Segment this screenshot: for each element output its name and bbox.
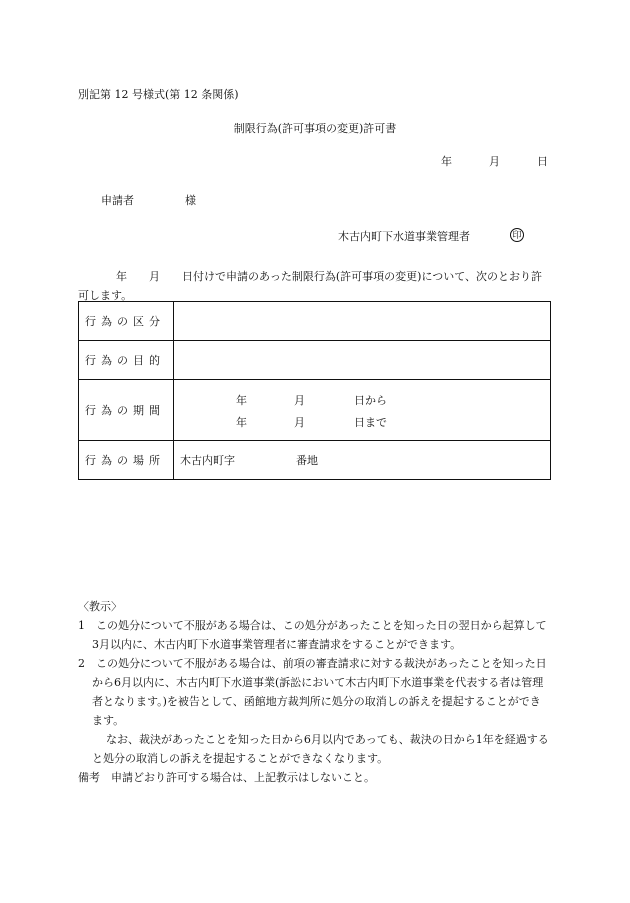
applicant-line	[101, 194, 196, 208]
period-from-suffix: 日から	[354, 394, 387, 407]
applicant-label: 申請者	[101, 194, 134, 207]
issue-date	[441, 155, 548, 169]
permit-table	[78, 301, 551, 480]
date-year: 年	[441, 155, 452, 168]
table-row	[79, 441, 551, 480]
row-label-category: 行為の区分	[79, 302, 174, 341]
value-place	[174, 441, 551, 480]
notice-heading: 〈教示〉	[78, 600, 122, 613]
period-from-month: 月	[294, 394, 305, 407]
notice-item-2-continued: なお、裁決があったことを知った日から6月以内であっても、裁決の日から1年を経過すると処分の取消しの訴えを提起することができなくなります。	[92, 733, 549, 765]
remark: 備考 申請どおり許可する場合は、上記教示はしないこと。	[78, 771, 375, 784]
table-row	[79, 341, 551, 380]
notice-section	[78, 597, 550, 787]
place-suffix: 番地	[296, 454, 318, 467]
place-prefix: 木古内町字	[180, 454, 235, 467]
row-label-period: 行為の期間	[79, 380, 174, 441]
table-row	[79, 302, 551, 341]
notice-item-1: 1 この処分について不服がある場合は、この処分があったことを知った日の翌日から起算して3月以内に、木古内町下水道事業管理者に審査請求をすることができます。	[78, 619, 547, 651]
form-number: 別記第 12 号様式(第 12 条関係)	[78, 88, 239, 101]
notice-item-2: 2 この処分について不服がある場合は、前項の審査請求に対する裁決があったことを知った日から6月以内に、木古内町下水道事業(訴訟において木古内町下水道事業を代表する者は管理者となります。)を被告として、函館地方裁判所に処分の取消しの訴えを提起することができます。	[78, 657, 547, 727]
applicant-suffix: 様	[185, 194, 196, 207]
value-category	[174, 302, 551, 341]
value-period	[174, 380, 551, 441]
seal-mark: 印	[510, 228, 524, 242]
period-from-year: 年	[236, 394, 247, 407]
row-label-place: 行為の場所	[79, 441, 174, 480]
table-row	[79, 380, 551, 441]
date-month: 月	[489, 155, 500, 168]
intro-text: 年 月 日付けで申請のあった制限行為(許可事項の変更)について、次のとおり許可します。	[78, 270, 543, 302]
period-to-month: 月	[294, 416, 305, 429]
period-to-year: 年	[236, 416, 247, 429]
issuer-name: 木古内町下水道事業管理者	[338, 230, 470, 243]
document-title: 制限行為(許可事項の変更)許可書	[233, 122, 397, 135]
period-to-suffix: 日まで	[354, 416, 387, 429]
row-label-purpose: 行為の目的	[79, 341, 174, 380]
value-purpose	[174, 341, 551, 380]
date-day: 日	[537, 155, 548, 168]
